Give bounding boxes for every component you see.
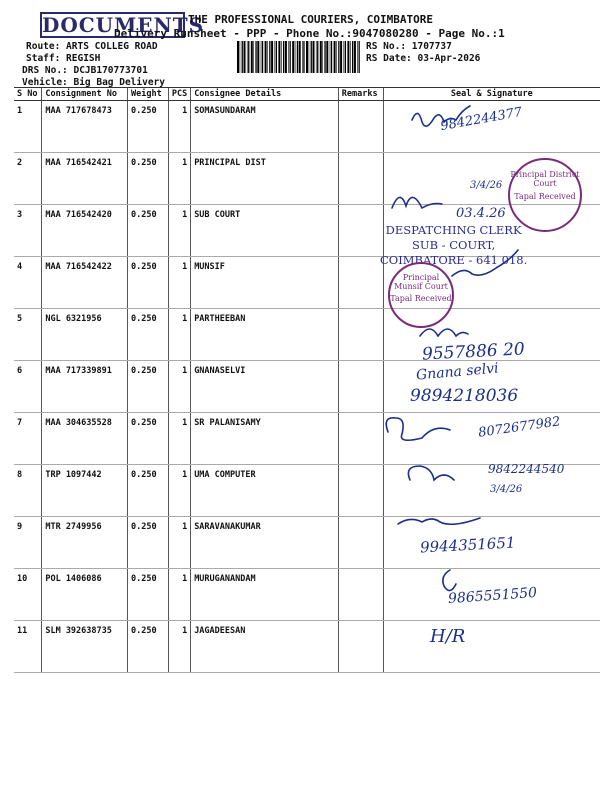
cell-consignee: PRINCIPAL DIST [191,153,339,205]
cell-signature [383,205,600,257]
table-row [14,257,600,309]
cell-sno: 3 [14,205,42,257]
cell-remarks [338,413,383,465]
barcode-bar [269,41,270,73]
signature-2-date: 3/4/26 [470,180,503,191]
barcode-bar [265,41,267,73]
rs-number: RS No.: 1707737 [366,41,452,52]
barcode-bar [242,41,243,73]
cell-remarks [338,101,383,153]
barcode-bar [326,41,328,73]
table-header-row [14,88,600,101]
cell-weight: 0.250 [128,621,169,673]
cell-sno: 9 [14,517,42,569]
barcode-bar [313,41,315,73]
barcode-bar [320,41,322,73]
barcode-bar [352,41,353,73]
cell-pcs: 1 [168,413,190,465]
barcode-bar [267,41,268,73]
barcode-bar [302,41,303,73]
cell-remarks [338,309,383,361]
barcode-bar [251,41,253,73]
table-row [14,621,600,673]
staff-text: Staff: REGISH [26,53,101,64]
cell-consignee: MUNSIF [191,257,339,309]
table-row [14,361,600,413]
barcode-bar [240,41,241,73]
munsif-tapal-text: Tapal Received [390,294,452,303]
despatch-line-3: COIMBATORE - 641 018. [380,253,528,267]
table-row [14,309,600,361]
barcode-bar [299,41,301,73]
barcode-bar [271,41,273,73]
cell-sno: 2 [14,153,42,205]
cell-sno: 5 [14,309,42,361]
signature-8-phone: 9842244540 [488,462,565,476]
route-text: Route: ARTS COLLEG ROAD [26,41,158,52]
header-pcs: PCS [168,88,190,101]
cell-pcs: 1 [168,465,190,517]
cell-weight: 0.250 [128,257,169,309]
company-title: THE PROFESSIONAL COURIERS, COIMBATORE [188,13,434,26]
cell-remarks [338,153,383,205]
cell-signature [383,153,600,205]
despatch-line-2: SUB - COURT, [412,238,496,252]
cell-consignment: MAA 716542420 [42,205,128,257]
cell-weight: 0.250 [128,569,169,621]
cell-consignment: TRP 1097442 [42,465,128,517]
cell-signature [383,101,600,153]
cell-pcs: 1 [168,205,190,257]
cell-consignee: SUB COURT [191,205,339,257]
barcode-bar [309,41,310,73]
cell-consignment: MTR 2749956 [42,517,128,569]
header-consignee: Consignee Details [191,88,339,101]
cell-consignee: SR PALANISAMY [191,413,339,465]
barcode-bar [357,41,358,73]
cell-signature [383,361,600,413]
barcode-bar [295,41,296,73]
cell-pcs: 1 [168,101,190,153]
barcode-bar [344,41,345,73]
table-row [14,153,600,205]
signature-3-date: 03.4.26 [456,206,506,221]
cell-signature [383,413,600,465]
barcode-bar [338,41,339,73]
cell-remarks [338,621,383,673]
barcode-bar [331,41,332,73]
cell-consignment: MAA 717678473 [42,101,128,153]
cell-remarks [338,205,383,257]
barcode-bar [347,41,349,73]
barcode-bar [281,41,282,73]
cell-remarks [338,569,383,621]
cell-weight: 0.250 [128,153,169,205]
cell-consignment: MAA 717339891 [42,361,128,413]
cell-sno: 1 [14,101,42,153]
cell-signature [383,569,600,621]
cell-consignee: SOMASUNDARAM [191,101,339,153]
barcode [237,41,361,73]
signature-11-mark: H/R [430,626,466,647]
cell-weight: 0.250 [128,101,169,153]
barcode-bar [311,41,312,73]
barcode-bar [278,41,280,73]
cell-pcs: 1 [168,309,190,361]
barcode-bar [316,41,317,73]
cell-pcs: 1 [168,517,190,569]
barcode-bar [322,41,323,73]
signature-10-phone: 9865551550 [447,584,538,608]
barcode-bar [334,41,336,73]
cell-sno: 11 [14,621,42,673]
vehicle-text: Vehicle: Big Bag Delivery [22,77,165,88]
cell-consignment: NGL 6321956 [42,309,128,361]
barcode-bar [324,41,325,73]
cell-weight: 0.250 [128,517,169,569]
cell-sno: 8 [14,465,42,517]
cell-pcs: 1 [168,621,190,673]
barcode-bar [350,41,351,73]
munsif-seal-text: Principal Munsif Court [394,273,448,291]
barcode-bar [306,41,308,73]
cell-sno: 7 [14,413,42,465]
cell-weight: 0.250 [128,361,169,413]
cell-pcs: 1 [168,569,190,621]
cell-consignment: SLM 392638735 [42,621,128,673]
cell-consignee: GNANASELVI [191,361,339,413]
signature-6-name: Gnana selvi [415,360,500,384]
cell-sno: 4 [14,257,42,309]
cell-consignee: UMA COMPUTER [191,465,339,517]
cell-signature [383,309,600,361]
barcode-bar [247,41,248,73]
table-row [14,569,600,621]
cell-pcs: 1 [168,153,190,205]
despatch-line-1: DESPATCHING CLERK [385,223,522,237]
barcode-bar [244,41,246,73]
barcode-bar [354,41,356,73]
barcode-bar [253,41,254,73]
barcode-bar [292,41,294,73]
barcode-bar [317,41,318,73]
barcode-bar [283,41,284,73]
cell-weight: 0.250 [128,413,169,465]
cell-consignee: SARAVANAKUMAR [191,517,339,569]
table-row [14,205,600,257]
principal-seal-text: Principal District Court [510,170,580,188]
cell-remarks [338,465,383,517]
barcode-bar [290,41,291,73]
cell-signature [383,465,600,517]
cell-weight: 0.250 [128,309,169,361]
barcode-bar [340,41,342,73]
barcode-bar [255,41,256,73]
cell-remarks [338,257,383,309]
cell-signature [383,257,600,309]
cell-signature [383,621,600,673]
documents-stamp-logo: DOCUMENTS [42,13,205,37]
cell-consignment: MAA 304635528 [42,413,128,465]
rs-date: RS Date: 03-Apr-2026 [366,53,481,64]
signature-1-phone: 9842244377 [439,104,524,135]
signature-8-date: 3/4/26 [490,484,523,495]
barcode-bar [288,41,289,73]
cell-pcs: 1 [168,257,190,309]
barcode-bar [275,41,276,73]
cell-consignment: POL 1406086 [42,569,128,621]
cell-pcs: 1 [168,361,190,413]
runsheet-subtitle: Delivery Runsheet - PPP - Phone No.:9047080280 - Page No.:1 [114,27,505,40]
rs-info [366,41,480,65]
cell-sno: 10 [14,569,42,621]
barcode-bar [345,41,346,73]
header-remarks: Remarks [338,88,383,101]
route-staff-info [26,41,158,65]
signature-5-phone: 9557886 20 [421,339,526,365]
cell-consignee: PARTHEEBAN [191,309,339,361]
barcode-bar [303,41,304,73]
cell-consignment: MAA 716542422 [42,257,128,309]
barcode-bar [261,41,262,73]
header-consignment: Consignment No [42,88,128,101]
signature-6-phone: 9894218036 [410,386,519,406]
principal-tapal-text: Tapal Received [514,192,576,201]
cell-consignee: JAGADEESAN [191,621,339,673]
cell-signature [383,517,600,569]
barcode-bar [262,41,263,73]
header-signature: Seal & Signature [383,88,600,101]
barcode-bar [336,41,337,73]
barcode-bar [276,41,277,73]
drs-number: DRS No.: DCJB170773701 [22,65,148,76]
table-row [14,517,600,569]
drs-vehicle-info [22,65,165,89]
table-row [14,465,600,517]
barcode-bar [359,41,360,73]
barcode-bar [248,41,249,73]
cell-remarks [338,361,383,413]
header-weight: Weight [128,88,169,101]
barcode-bar [237,41,239,73]
signature-7-phone: 8072677982 [477,414,562,441]
table-row [14,101,600,153]
cell-weight: 0.250 [128,205,169,257]
cell-weight: 0.250 [128,465,169,517]
cell-remarks [338,517,383,569]
barcode-bar [285,41,287,73]
table-row [14,413,600,465]
barcode-bar [330,41,331,73]
signature-9-phone: 9944351651 [419,533,516,557]
barcode-bar [257,41,259,73]
header-sno: S No [14,88,42,101]
barcode-bar [297,41,298,73]
delivery-runsheet-table [14,87,600,673]
cell-consignment: MAA 716542421 [42,153,128,205]
cell-sno: 6 [14,361,42,413]
cell-consignee: MURUGANANDAM [191,569,339,621]
